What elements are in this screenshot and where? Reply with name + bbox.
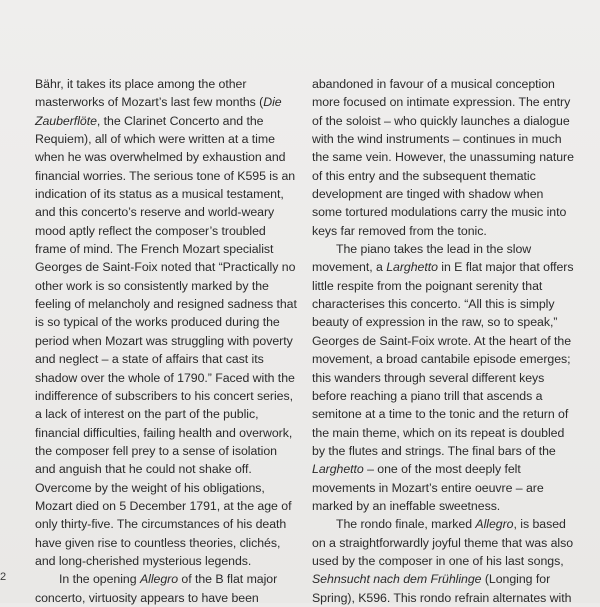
italic-term-larghetto: Larghetto	[386, 260, 438, 275]
right-column	[312, 75, 574, 607]
italic-term-larghetto: Larghetto	[312, 462, 364, 477]
right-paragraph-2	[312, 240, 574, 515]
right-paragraph-1: abandoned in favour of a musical conception more focused on intimate expression. The entry of the soloist – who quickly launches a dialogue with the wind instruments – continues in much the same vein. However, the unassuming nature of this entry and the subsequent thematic development are tinged with shadow when some tortured modulations carry the music into keys far removed from the tonic.	[312, 77, 574, 238]
right-paragraph-3	[312, 515, 574, 607]
text-run: The rondo finale, marked	[336, 517, 476, 532]
italic-term-allegro: Allegro	[475, 517, 514, 532]
italic-term-allegro: Allegro	[139, 572, 179, 587]
text-run: in E flat major that offers little respite from the poignant serenity that characterises this concerto. “All this is simply beauty of expression in the raw, so to speak,” Georges de Saint-Foix wrote. At the heart of the movement, a broad cantabile episode emerges; this wanders through several different keys before reaching a piano trill that ascends a semitone at a time to the tonic and the return of the main theme, which on its repeat is doubled by the flutes and strings. The final bars of the	[312, 260, 574, 458]
text-run: (Longing for Spring), K596. This rondo refrain alternates with	[312, 572, 572, 605]
text-run: , is based on a straightforwardly joyful theme that was also used by the composer in one of his last songs,	[312, 517, 574, 568]
text-run: of the B flat major concerto, virtuosity appears to have been	[35, 572, 278, 605]
left-paragraph-1	[35, 75, 297, 570]
left-paragraph-2	[35, 570, 297, 607]
text-run: The piano takes the lead in the slow movement, a	[312, 242, 532, 275]
italic-song-title: Sehnsucht nach dem Frühlinge	[312, 572, 482, 587]
text-run: In the opening	[59, 572, 140, 587]
text-run: Bähr, it takes its place among the other masterworks of Mozart’s last few months (	[35, 77, 264, 110]
left-column	[35, 75, 297, 607]
italic-title-die-zauberflote: Die Zauberflöte	[35, 95, 282, 128]
page-number: 2	[0, 571, 7, 583]
text-run: , the Clarinet Concerto and the Requiem), all of which were written at a time when he was overwhelmed by exhaustion and financial worries. The serious tone of K595 is an indication of its status as a musical testament, and this concerto’s reserve and world-weary mood aptly reflect the composer’s troubled frame of mind. The French Mozart specialist Georges de Saint-Foix noted that “Practically no other work is so consistently marked by the feeling of melancholy and resigned sadness that is so typical of the works produced during the period when Mozart was struggling with poverty and neglect – a state of affairs that cast its shadow over the whole of 1790.” Faced with the indifference of subscribers to his concert series, a lack of interest on the part of the public, financial difficulties, failing health and overwork, the composer fell prey to a sense of isolation and anguish that he could not shake off. Overcome by the weight of his obligations, Mozart died on 5 December 1791, at the age of only thirty-five. The circumstances of his death have given rise to countless theories, clichés, and long-cherished mysterious legends.	[35, 113, 297, 568]
text-run: – one of the most deeply felt movements in Mozart’s entire oeuvre – are marked by an ineffable sweetness.	[312, 462, 544, 513]
